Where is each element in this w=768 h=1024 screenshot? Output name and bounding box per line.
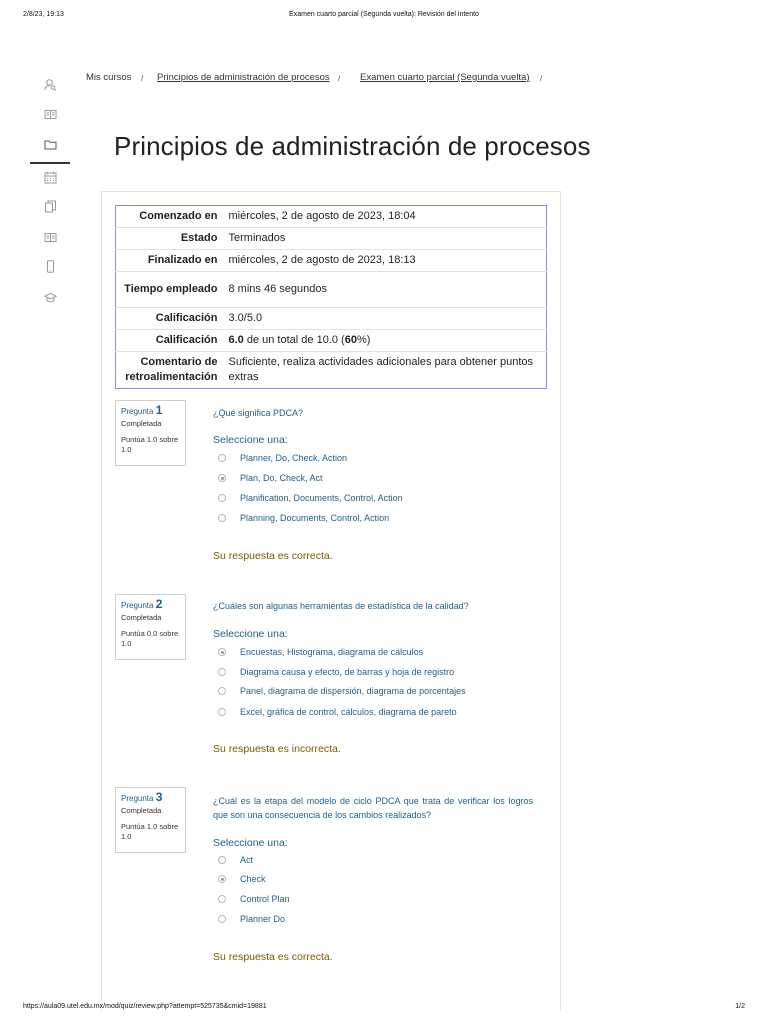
print-url: https://aula09.utel.edu.mx/mod/quiz/review.php?attempt=525735&cmid=19881	[23, 1003, 267, 1010]
summary-value: miércoles, 2 de agosto de 2023, 18:04	[228, 210, 416, 222]
summary-row-feedback	[116, 352, 547, 389]
question-info-box	[115, 400, 186, 466]
question-number: 2	[155, 597, 163, 611]
summary-label: Calificación	[155, 334, 218, 346]
breadcrumb-course[interactable]: Principios de administración de procesos	[157, 72, 330, 83]
summary-value: miércoles, 2 de agosto de 2023, 18:13	[228, 254, 416, 266]
summary-row-grade	[116, 330, 547, 352]
question-grade: Puntúa 1.0 sobre 1.0	[121, 822, 179, 841]
summary-value: 3.0/5.0	[228, 312, 263, 324]
radio-button[interactable]	[218, 514, 226, 522]
mobile-icon[interactable]	[44, 260, 57, 273]
radio-button[interactable]	[218, 856, 226, 864]
question-state: Completada	[121, 419, 162, 428]
copy-icon[interactable]	[44, 200, 57, 213]
option-label: Check	[240, 874, 266, 884]
summary-row-finished	[116, 250, 547, 272]
summary-row-state	[116, 228, 547, 250]
answer-feedback: Su respuesta es incorrecta.	[213, 743, 341, 755]
question-info-box	[115, 787, 186, 853]
question-label: Pregunta	[121, 601, 154, 610]
question-grade: Puntúa 0.0 sobre 1.0	[121, 629, 179, 648]
option-label: Planning, Documents, Control, Action	[240, 513, 390, 523]
question-label: Pregunta	[121, 794, 154, 803]
book-icon[interactable]	[44, 108, 57, 121]
answer-prompt: Seleccione una:	[213, 434, 288, 446]
summary-row-started	[116, 206, 547, 228]
radio-button[interactable]	[218, 708, 226, 716]
radio-button-selected[interactable]	[218, 875, 226, 883]
question-state: Completada	[121, 613, 162, 622]
answer-feedback: Su respuesta es correcta.	[213, 951, 333, 963]
answer-feedback: Su respuesta es correcta.	[213, 550, 333, 562]
option-label: Planner, Do, Check, Action	[240, 453, 348, 463]
question-number: 1	[155, 403, 163, 417]
question-number: 3	[155, 790, 163, 804]
option-label: Excel, gráfica de control, cálculos, diagrama de pareto	[240, 707, 457, 717]
summary-label: Calificación	[155, 312, 218, 324]
question-text: ¿Qué significa PDCA?	[213, 408, 304, 418]
radio-button[interactable]	[218, 915, 226, 923]
breadcrumb-separator: /	[540, 74, 543, 83]
summary-value: Suficiente, realiza actividades adicionales para obtener puntos extras	[228, 356, 534, 383]
grade-score: 6.0	[228, 334, 244, 346]
user-search-icon[interactable]	[44, 78, 57, 91]
radio-button[interactable]	[218, 668, 226, 676]
radio-button-selected[interactable]	[218, 474, 226, 482]
radio-button[interactable]	[218, 895, 226, 903]
summary-label: Finalizado en	[147, 254, 218, 266]
grade-percent: 60	[344, 334, 357, 346]
summary-label: Comenzado en	[139, 210, 218, 222]
print-date: 2/8/23, 19:13	[23, 11, 64, 18]
grade-text-end: %)	[356, 334, 371, 346]
print-page-title: Examen cuarto parcial (Segunda vuelta): Revisión del intento	[289, 11, 479, 18]
page-title: Principios de administración de procesos	[114, 131, 591, 161]
question-state: Completada	[121, 806, 162, 815]
option-label: Act	[240, 855, 254, 865]
book-open-icon[interactable]	[44, 231, 57, 244]
option-label: Control Plan	[240, 894, 290, 904]
option-label: Planner Do	[240, 914, 286, 924]
sidebar-active-indicator	[30, 162, 70, 164]
summary-label: Estado	[180, 232, 218, 244]
breadcrumb-separator: /	[141, 74, 144, 83]
radio-button-selected[interactable]	[218, 648, 226, 656]
graduation-cap-icon[interactable]	[44, 291, 57, 304]
print-page-number: 1/2	[735, 1003, 745, 1010]
answer-prompt: Seleccione una:	[213, 837, 288, 849]
summary-row-marks	[116, 308, 547, 330]
question-info-box	[115, 594, 186, 660]
option-label: Encuestas, Histograma, diagrama de cálculos	[240, 647, 424, 657]
breadcrumb-separator: /	[338, 74, 341, 83]
folder-icon[interactable]	[44, 138, 57, 151]
option-label: Planification, Documents, Control, Action	[240, 493, 403, 503]
grade-text: de un total de 10.0 (	[243, 334, 345, 346]
radio-button[interactable]	[218, 687, 226, 695]
option-label: Plan, Do, Check, Act	[240, 473, 323, 483]
answer-prompt: Seleccione una:	[213, 628, 288, 640]
summary-row-time	[116, 272, 547, 308]
option-label: Panel, diagrama de dispersión, diagrama de porcentajes	[240, 686, 466, 696]
attempt-summary-table	[115, 205, 547, 389]
summary-value	[223, 330, 547, 352]
question-text: ¿Cuál es la etapa del modelo de ciclo PDCA que trata de verificar los logros que son una consecuencia de los cambios realizados?	[213, 796, 533, 820]
summary-label: Comentario de retroalimentación	[125, 356, 218, 383]
radio-button[interactable]	[218, 454, 226, 462]
breadcrumb-my-courses[interactable]: Mis cursos	[86, 72, 132, 83]
summary-value: 8 mins 46 segundos	[228, 283, 327, 295]
summary-value: Terminados	[228, 232, 286, 244]
summary-label: Tiempo empleado	[124, 283, 218, 295]
radio-button[interactable]	[218, 494, 226, 502]
question-text: ¿Cuáles son algunas herramientas de estadística de la calidad?	[213, 601, 469, 611]
option-label: Diagrama causa y efecto, de barras y hoja de registro	[240, 667, 455, 677]
breadcrumb-quiz[interactable]: Examen cuarto parcial (Segunda vuelta)	[360, 72, 530, 83]
question-label: Pregunta	[121, 407, 154, 416]
question-grade: Puntúa 1.0 sobre 1.0	[121, 435, 179, 454]
calendar-icon[interactable]	[44, 171, 57, 184]
